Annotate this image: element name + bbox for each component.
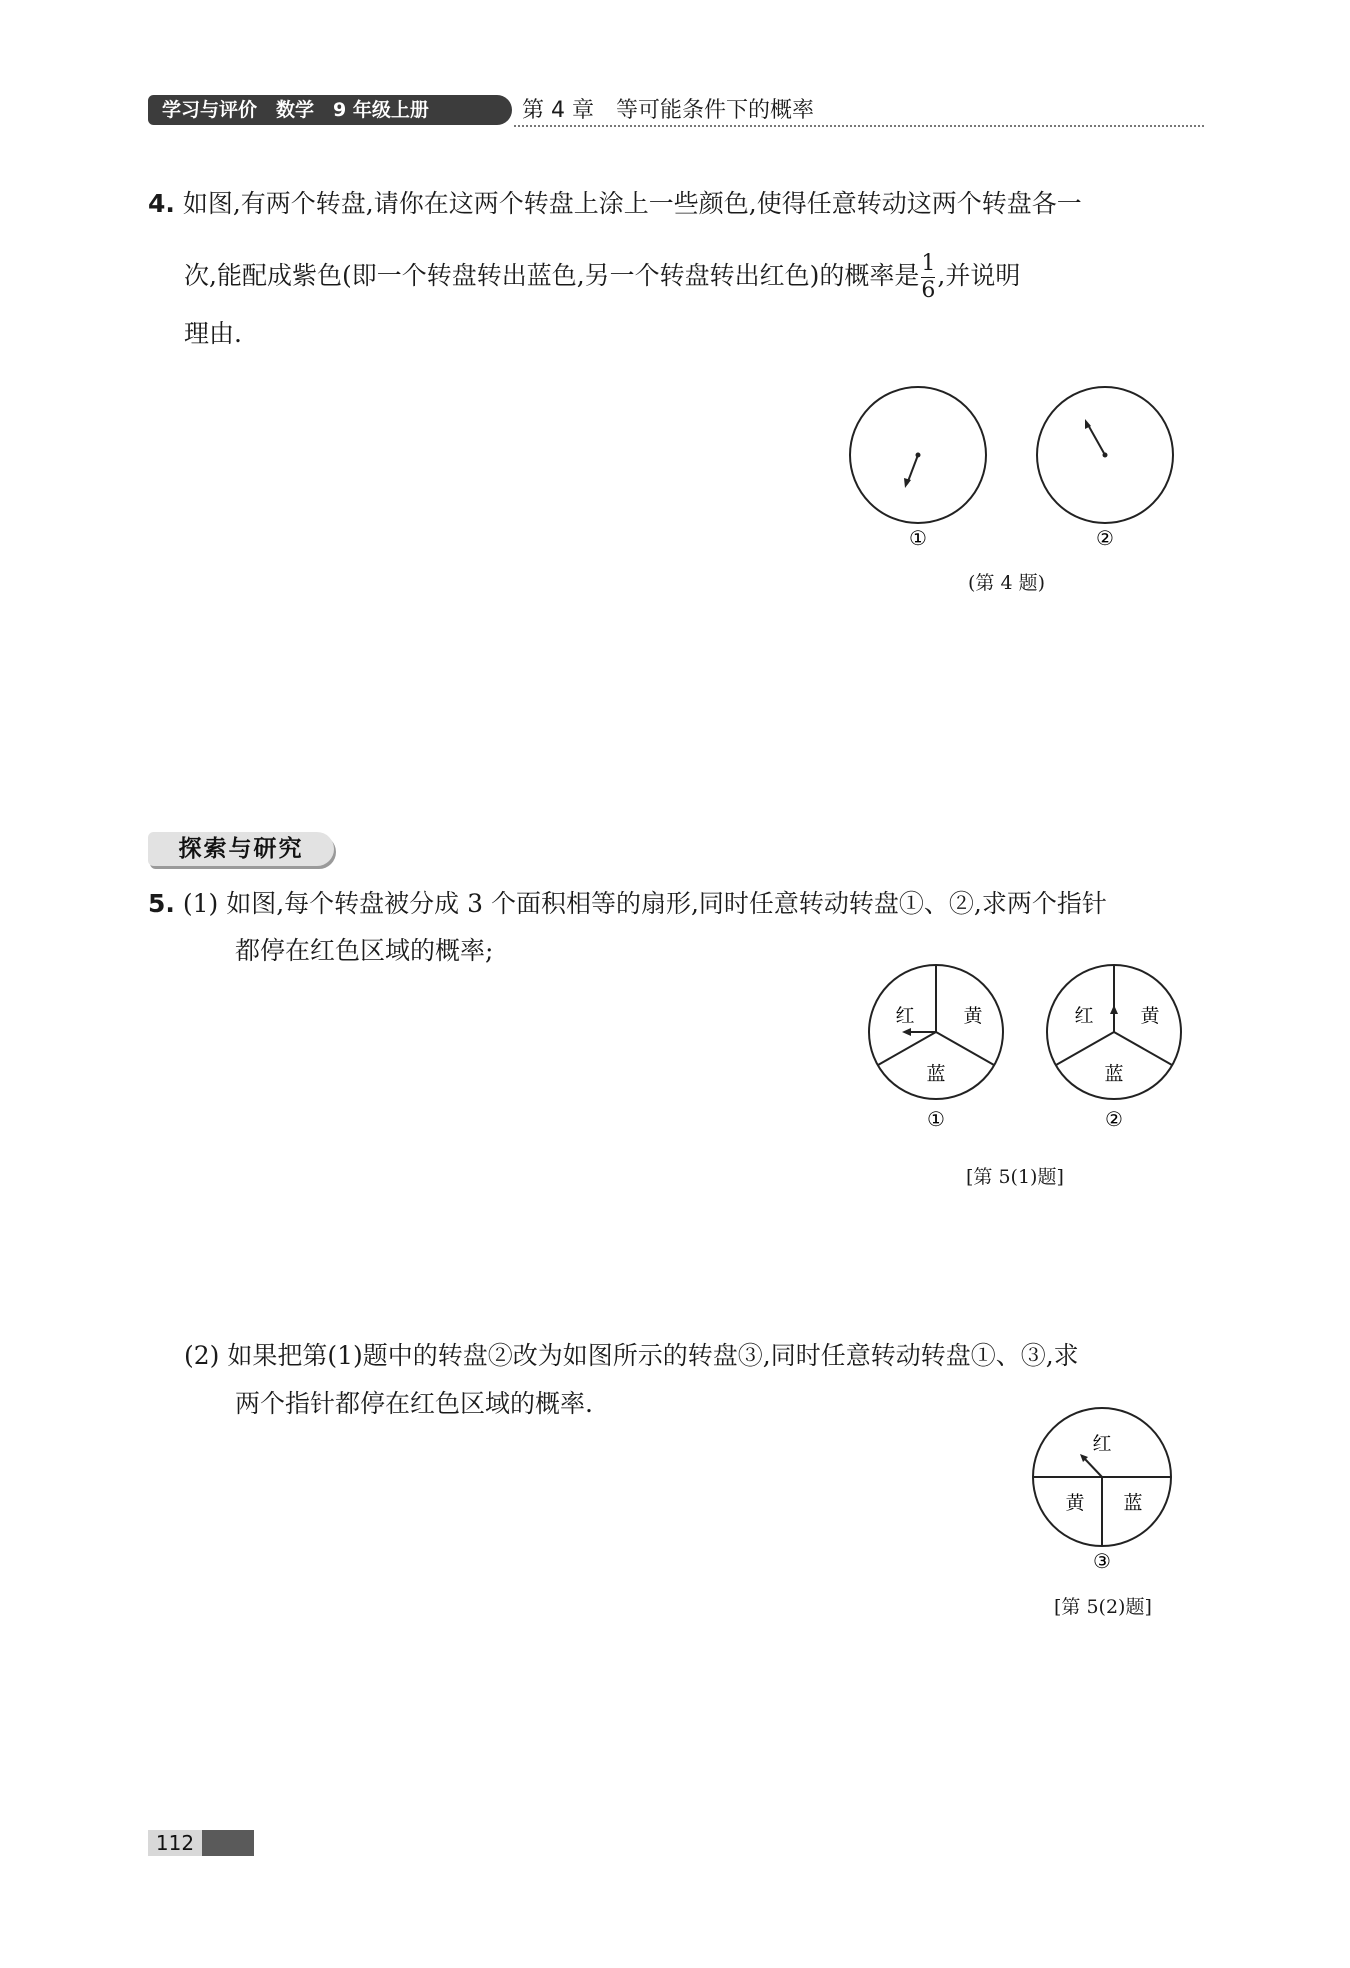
q5-part2-line1: (2) 如果把第(1)题中的转盘②改为如图所示的转盘③,同时任意转动转盘①、③,求 (184, 1341, 1079, 1370)
pointer-needle (1084, 1458, 1102, 1477)
q5-spinner-1 (869, 965, 1003, 1099)
header-rule (514, 125, 1204, 127)
q5-2-spinner-figure (1020, 1405, 1200, 1575)
q5-spinner-2-label: ② (1105, 1107, 1123, 1131)
q5-part1-text1: (1) 如图,每个转盘被分成 3 个面积相等的扇形,同时任意转动转盘①、②,求两个指针 (182, 889, 1107, 918)
page-number-badge (148, 1830, 254, 1856)
q4-number: 4. (148, 189, 175, 218)
q5-spinner-1-label: ① (927, 1107, 945, 1131)
q4-text2b: ,并说明 (937, 261, 1021, 290)
sector-blue-label: 蓝 (1123, 1492, 1143, 1514)
q5-spinner-3 (1033, 1408, 1171, 1546)
sector-red-label: 红 (1092, 1433, 1112, 1455)
q5-number: 5. (148, 889, 175, 918)
sector-yellow-label: 黄 (963, 1005, 983, 1027)
sector-yellow-label: 黄 (1140, 1005, 1160, 1027)
q5-part1-line1 (148, 888, 1107, 920)
sector-red-label: 红 (895, 1005, 915, 1027)
q4-text1: 如图,有两个转盘,请你在这两个转盘上涂上一些颜色,使得任意转动这两个转盘各一 (182, 189, 1082, 218)
q4-line1 (148, 188, 1082, 220)
q4-fraction (921, 252, 935, 303)
q5-1-spinners-figure (860, 960, 1200, 1135)
q4-spinner-2 (1037, 387, 1173, 523)
q4-line2 (184, 252, 1020, 303)
book-title: 学习与评价 数学 9 年级上册 (162, 99, 429, 121)
q5-1-caption: [第 5(1)题] (966, 1166, 1064, 1188)
sector-blue-label: 蓝 (1104, 1063, 1124, 1085)
fraction-numerator: 1 (921, 251, 936, 276)
q5-spinner-2 (1047, 965, 1181, 1099)
book-title-banner (148, 95, 512, 125)
q5-spinner-3-label: ③ (1093, 1549, 1111, 1573)
q4-line3: 理由. (184, 319, 242, 348)
q4-spinner-1 (850, 387, 986, 523)
q4-spinners-figure (840, 380, 1200, 560)
chapter-title: 第 4 章 等可能条件下的概率 (522, 98, 814, 123)
sector-red-label: 红 (1074, 1005, 1094, 1027)
q4-spinner-1-label: ① (909, 526, 927, 550)
sector-blue-label: 蓝 (926, 1063, 946, 1085)
sector-yellow-label: 黄 (1065, 1492, 1085, 1514)
page-number: 112 (148, 1830, 202, 1856)
pointer-needle (1087, 423, 1105, 455)
q4-spinner-2-label: ② (1096, 526, 1114, 550)
q4-caption: (第 4 题) (968, 572, 1045, 594)
q5-2-caption: [第 5(2)题] (1054, 1596, 1152, 1618)
fraction-denominator: 6 (921, 278, 936, 303)
q5-part1-line2: 都停在红色区域的概率; (235, 936, 494, 965)
q5-part2-line2: 两个指针都停在红色区域的概率. (235, 1389, 593, 1418)
section-title-badge: 探索与研究 (148, 832, 334, 866)
q4-text2a: 次,能配成紫色(即一个转盘转出蓝色,另一个转盘转出红色)的概率是 (184, 261, 920, 290)
